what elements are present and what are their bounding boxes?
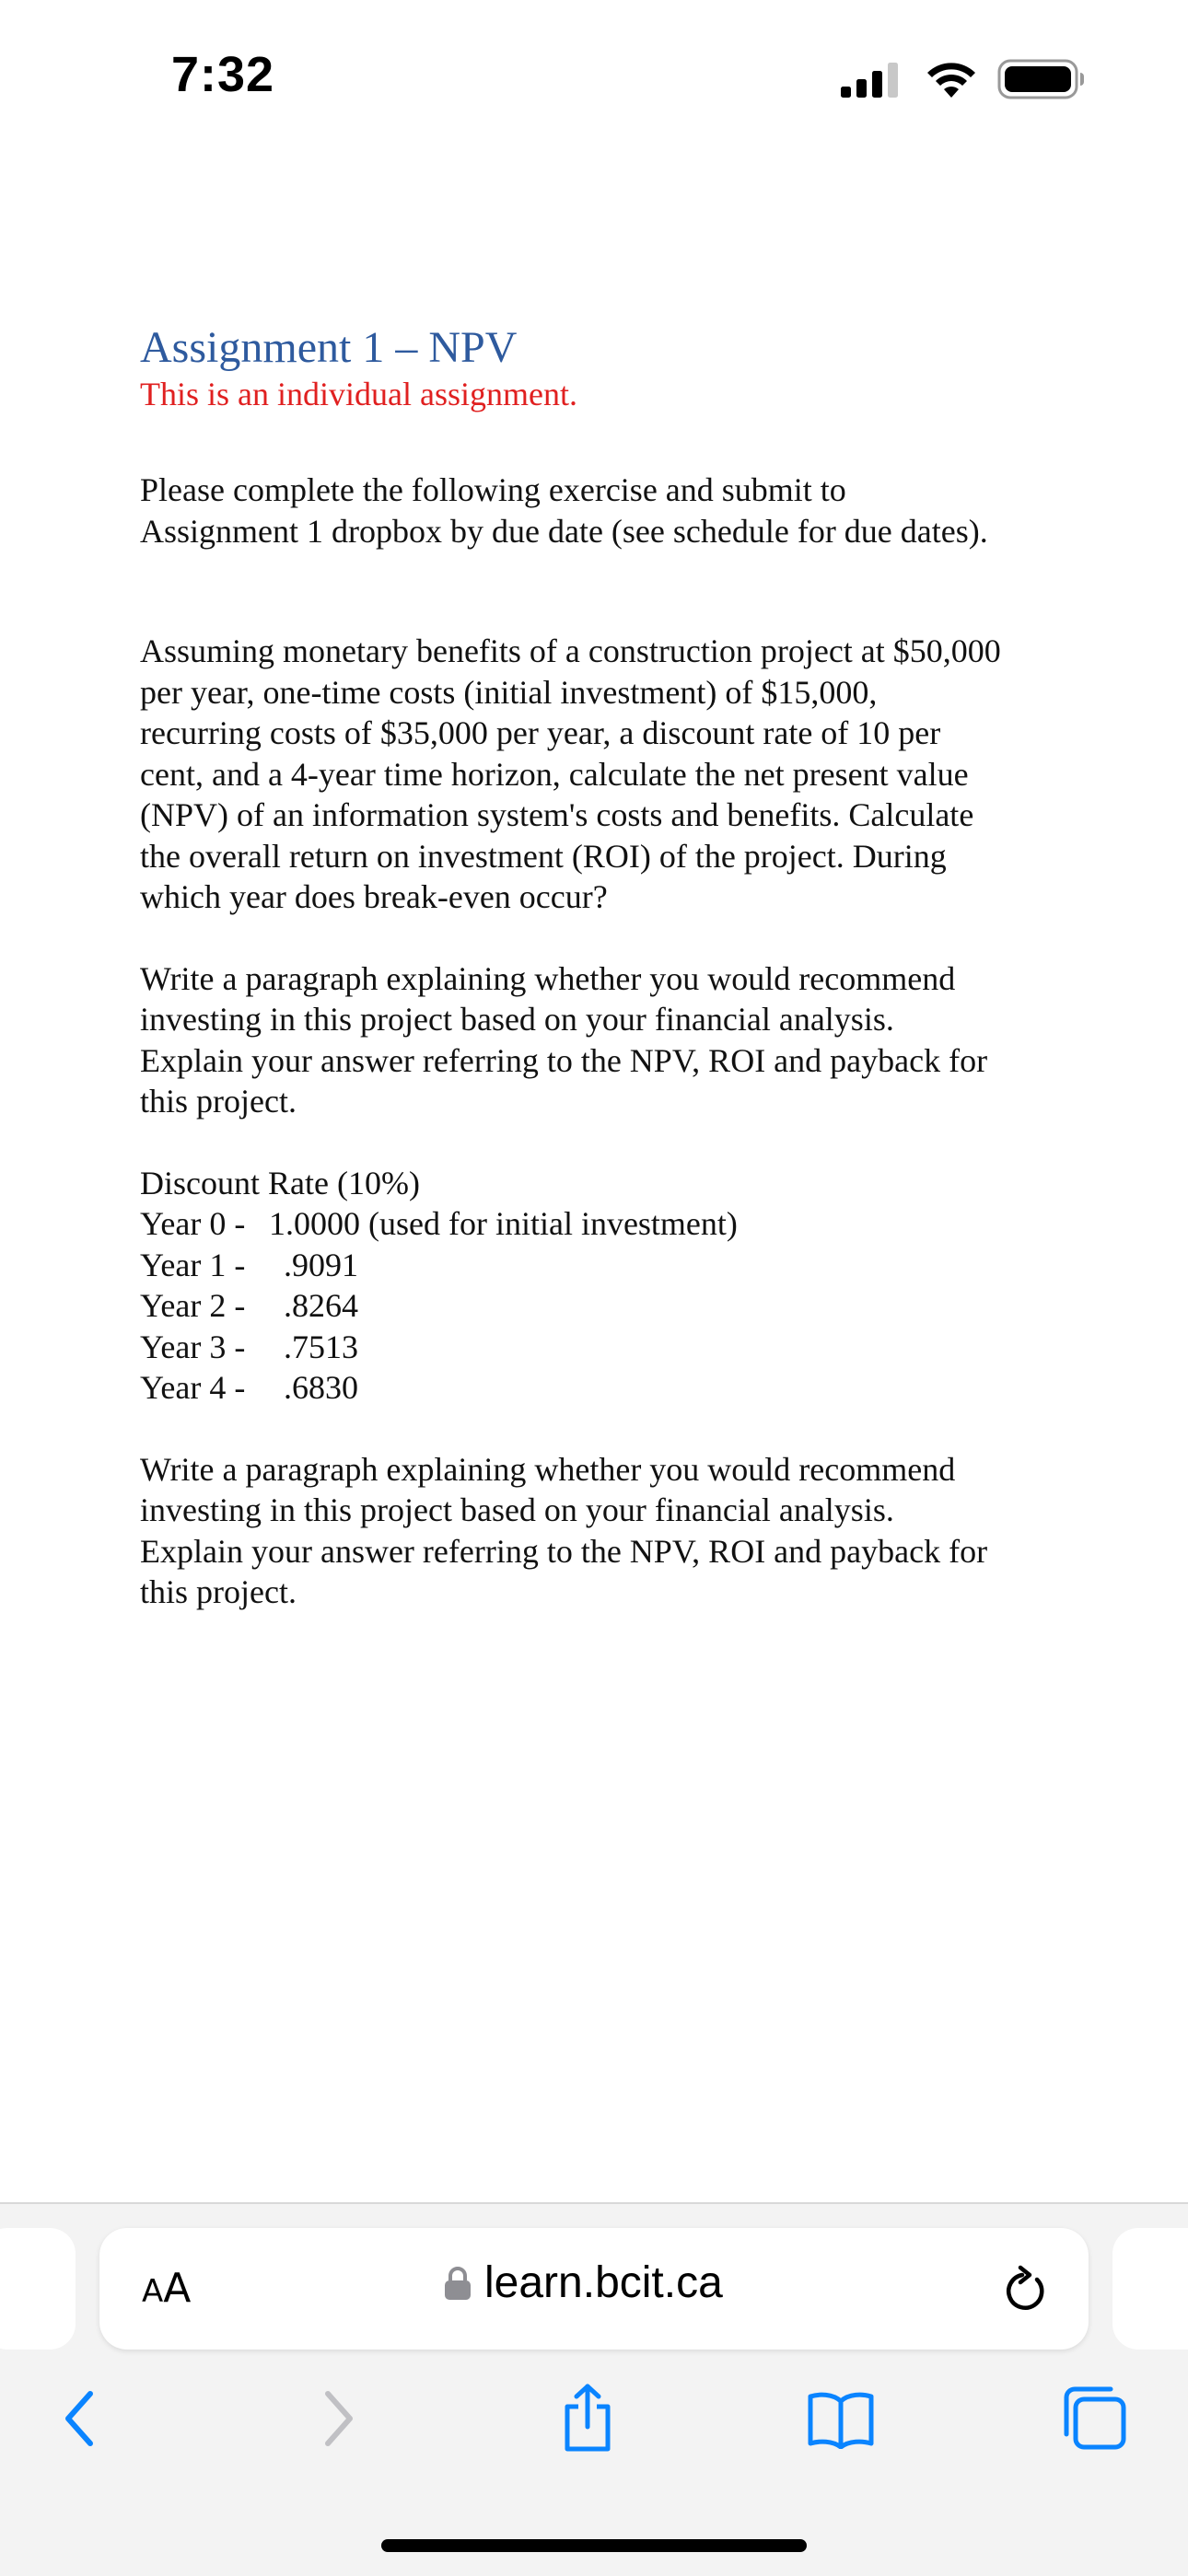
rate-factor: .7513 [284,1328,358,1365]
discount-rate-row [140,1327,1070,1368]
rate-year-label: Year 0 - [140,1205,246,1242]
rate-factor: 1.0000 (used for initial investment) [269,1205,738,1242]
discount-rate-row [140,1203,1070,1245]
page-title: Assignment 1 – NPV [140,323,518,372]
discount-rate-table [140,1163,1070,1409]
rate-factor: .8264 [284,1287,358,1324]
question-paragraph: Assuming monetary benefits of a construction project at $50,000 per year, one-time costs (initial investment) of $15,000, recurring costs of $35,000 per year, a discount rate of 10 per cent, and a 4-year time horizon, calculate the net present value (NPV) of an information system's costs and benefits. Calculate the overall return on investment (ROI) of the project. During which year does break-even occur? [140,632,1001,915]
wifi-icon [924,57,979,98]
discount-rate-heading: Discount Rate (10%) [140,1164,420,1201]
rate-factor: .9091 [284,1246,358,1283]
address-bar[interactable] [99,2228,1089,2350]
lock-icon [444,2266,472,2301]
share-icon[interactable] [560,2383,615,2453]
book-icon[interactable] [807,2390,875,2449]
recommendation-paragraph: Write a paragraph explaining whether you would recommend investing in this project based on your financial analysis. Explain your answer referring to the NPV, ROI and payback for this project. [140,1450,988,1610]
cellular-signal-icon [841,63,902,98]
home-indicator[interactable] [381,2539,807,2552]
discount-rate-row [140,1367,1070,1409]
rate-year-label: Year 3 - [140,1328,246,1365]
rate-year-label: Year 4 - [140,1369,246,1406]
rate-year-label: Year 1 - [140,1246,246,1283]
url-display[interactable] [444,2257,723,2308]
battery-icon [997,59,1086,99]
rate-factor: .6830 [284,1369,358,1406]
previous-tab-preview[interactable] [0,2228,76,2350]
rate-year-label: Year 2 - [140,1287,246,1324]
discount-rate-row [140,1245,1070,1286]
document [140,322,1070,1613]
next-tab-preview[interactable] [1112,2228,1188,2350]
reload-icon[interactable] [1002,2265,1048,2315]
chevron-right-icon[interactable] [320,2386,357,2451]
discount-rate-row [140,1285,1070,1327]
recommendation-paragraph: Write a paragraph explaining whether you would recommend investing in this project based on your financial analysis. Explain your answer referring to the NPV, ROI and payback for this project. [140,959,988,1120]
tabs-icon[interactable] [1061,2385,1127,2451]
status-time: 7:32 [171,47,275,102]
chevron-left-icon[interactable] [61,2386,98,2451]
text-size-button[interactable]: AA [142,2265,192,2312]
instructions-paragraph: Please complete the following exercise and submit to Assignment 1 dropbox by due date (see schedule for due dates). [140,471,988,550]
assignment-notice: This is an individual assignment. [140,376,577,412]
url-text: learn.bcit.ca [484,2258,723,2307]
